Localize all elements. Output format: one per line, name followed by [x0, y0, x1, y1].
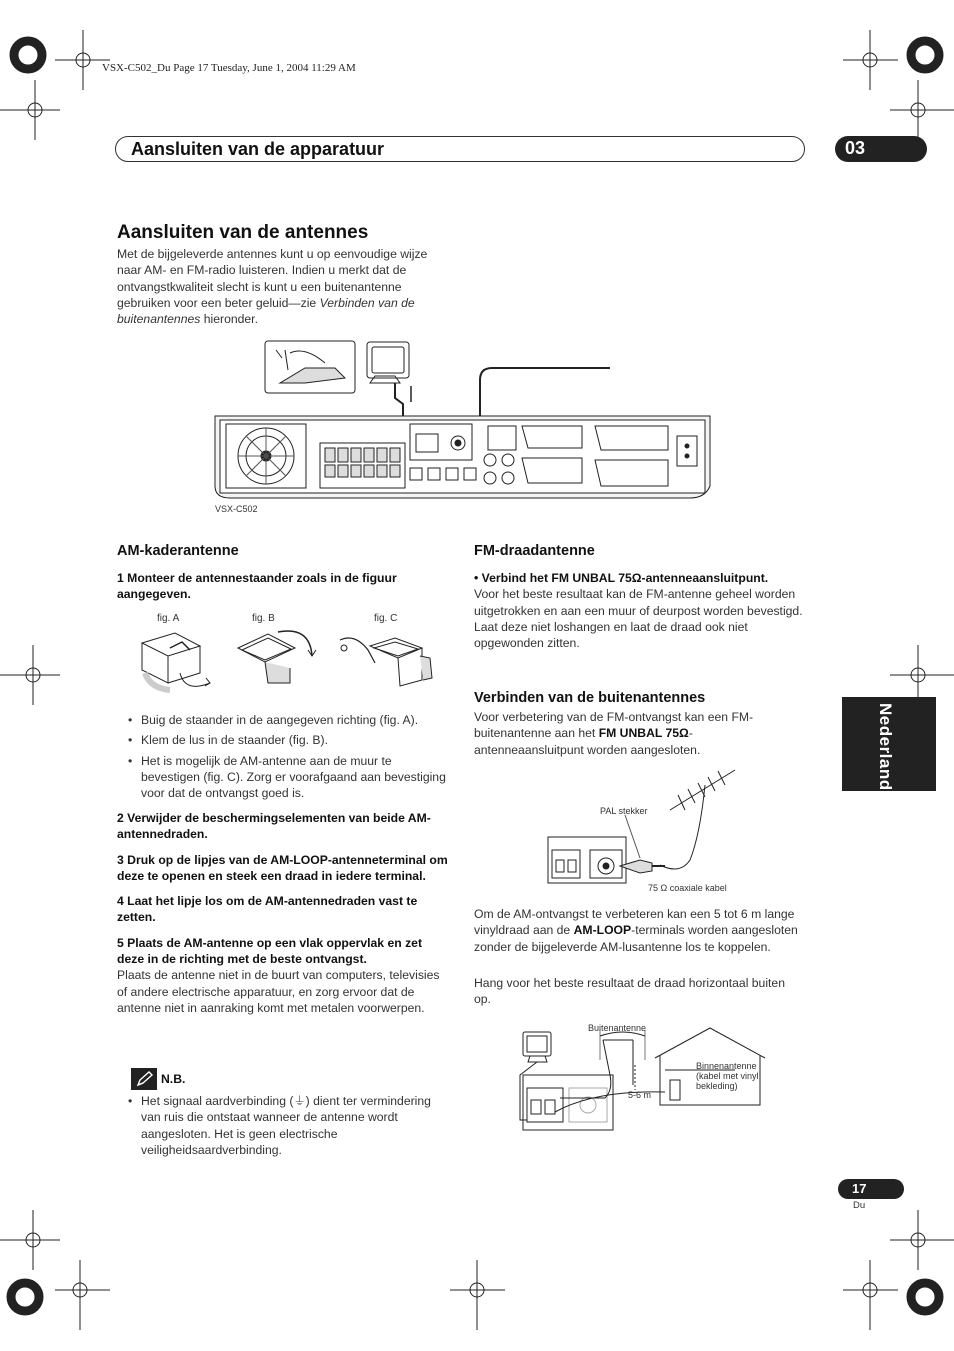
- outdoor-p1: [474, 709, 794, 758]
- outdoor-heading: Verbinden van de buitenantennes: [474, 690, 706, 706]
- am-steps: [117, 570, 450, 603]
- model-label: VSX-C502: [215, 504, 258, 514]
- am-step-5-body: Plaats de antenne niet in de buurt van computers, televisies of andere electrische apparatuur, en zorg ervoor dat de antenne niet in aanraking komt met metalen voorwerpen.: [117, 968, 440, 1015]
- intro-paragraph: [117, 246, 455, 327]
- outdoor-antenna-label: Buitenantenne: [588, 1023, 647, 1033]
- section-title-bar: [115, 136, 805, 162]
- am-bullets: [127, 712, 452, 805]
- intro-text: Met de bijgeleverde antennes kunt u op eenvoudige wijze naar AM- en FM-radio luisteren. Indien u merkt dat de ontvangstkwaliteit slecht is kunt u een buitenantenne gebruiken voor een beter geluid—zie: [117, 247, 428, 310]
- page-title: Aansluiten van de antennes: [117, 222, 369, 243]
- fm-section: [474, 570, 804, 651]
- am-bullet-3: • Het is mogelijk de AM-antenne aan de muur te bevestigen (fig. C). Zorg er voorafgaand aan bevestiging voor dat de ontvangst goed is.: [127, 753, 452, 802]
- fm-outdoor-figure: [540, 765, 740, 885]
- note-before: Het signaal aardverbinding (: [141, 1094, 294, 1108]
- note-bullet: [127, 1093, 452, 1158]
- am-steps-2-5: [117, 810, 450, 1016]
- rear-panel-figure: [210, 338, 720, 518]
- distance-label: 5-6 m: [628, 1090, 652, 1100]
- am-step-1: 1 Monteer de antennestaander zoals in de figuur aangegeven.: [117, 571, 397, 602]
- outdoor-p2-after: -terminals worden aangesloten zonder de bijgeleverde AM-lusantenne los te koppelen.: [474, 923, 798, 954]
- page-number-tab: [838, 1179, 904, 1199]
- page-language: Du: [853, 1200, 866, 1211]
- fig-a-label: fig. A: [157, 613, 180, 624]
- print-header: VSX-C502_Du Page 17 Tuesday, June 1, 2004 11:29 AM: [102, 62, 356, 74]
- indoor-antenna-label-3: bekleding): [696, 1081, 738, 1091]
- ground-symbol: ⏚: [293, 1094, 306, 1108]
- fig-c-label: fig. C: [374, 613, 398, 624]
- outdoor-p2-bold: AM-LOOP: [573, 923, 632, 938]
- fm-bullet: • Verbind het FM UNBAL 75Ω-antenneaansluitpunt.: [474, 571, 769, 585]
- fm-heading: FM-draadantenne: [474, 543, 595, 559]
- am-heading: AM-kaderantenne: [117, 543, 239, 559]
- note-after: ) dient ter vermindering van ruis die ontstaat wanneer de antenne wordt aangesloten. Het is geen electrische veiligheidsaardverbinding.: [141, 1094, 431, 1157]
- outdoor-p1-bold: FM UNBAL 75Ω: [598, 726, 689, 741]
- am-step-2: 2 Verwijder de beschermingselementen van beide AM-antennedraden.: [117, 811, 431, 842]
- pal-label: PAL stekker: [600, 806, 648, 816]
- indoor-antenna-label-1: Binnenantenne: [696, 1061, 757, 1071]
- language-tab: [842, 697, 936, 801]
- outdoor-p1-after: -antenneaansluitpunt worden aangesloten.: [474, 726, 701, 757]
- note-text: [127, 1093, 452, 1162]
- outdoor-p2-before: Om de AM-ontvangst te verbeteren kan een 5 tot 6 m lange vinyldraad aan de: [474, 907, 795, 938]
- am-bullet-1: • Buig de staander in de aangegeven richting (fig. A).: [127, 712, 452, 728]
- am-stand-figures: [130, 628, 450, 703]
- am-bullet-2: • Klem de lus in de staander (fig. B).: [127, 732, 452, 748]
- note-label: N.B.: [161, 1072, 186, 1086]
- language-tab-label: Nederlands: [876, 703, 895, 801]
- pencil-icon: [131, 1068, 157, 1090]
- chapter-number: 03: [845, 138, 866, 158]
- am-step-5: 5 Plaats de AM-antenne op een vlak oppervlak en zet deze in de richting met de beste ontvangst.: [117, 935, 423, 967]
- am-step-4: 4 Laat het lipje los om de AM-antennedraden vast te zetten.: [117, 894, 418, 925]
- outdoor-p3: Hang voor het beste resultaat de draad horizontaal buiten op.: [474, 976, 785, 1007]
- note-icon: [131, 1068, 157, 1090]
- fm-body: Voor het beste resultaat kan de FM-antenne geheel worden uitgetrokken en aan een muur of deurpost worden bevestigd. Laat deze niet loshangen en laat de draad ook niet opgewonden zitten.: [474, 587, 803, 651]
- indoor-antenna-label-2: (kabel met vinyl: [696, 1071, 759, 1081]
- outdoor-p2: [474, 906, 807, 955]
- page-number: 17: [852, 1181, 867, 1196]
- coax-label: 75 Ω coaxiale kabel: [648, 883, 727, 893]
- outdoor-p1-before: Voor verbetering van de FM-ontvangst kan een FM-buitenantenne aan het: [474, 710, 754, 741]
- am-step-3: 3 Druk op de lipjes van de AM-LOOP-antenneterminal om deze te openen en steek een draad in iedere terminal.: [117, 852, 448, 883]
- section-title: Aansluiten van de apparatuur: [131, 139, 385, 159]
- intro-link-text: Verbinden van de buitenantennes: [117, 295, 415, 327]
- intro-after: hieronder.: [200, 312, 258, 327]
- chapter-tab: [835, 136, 927, 162]
- fig-b-label: fig. B: [252, 613, 275, 624]
